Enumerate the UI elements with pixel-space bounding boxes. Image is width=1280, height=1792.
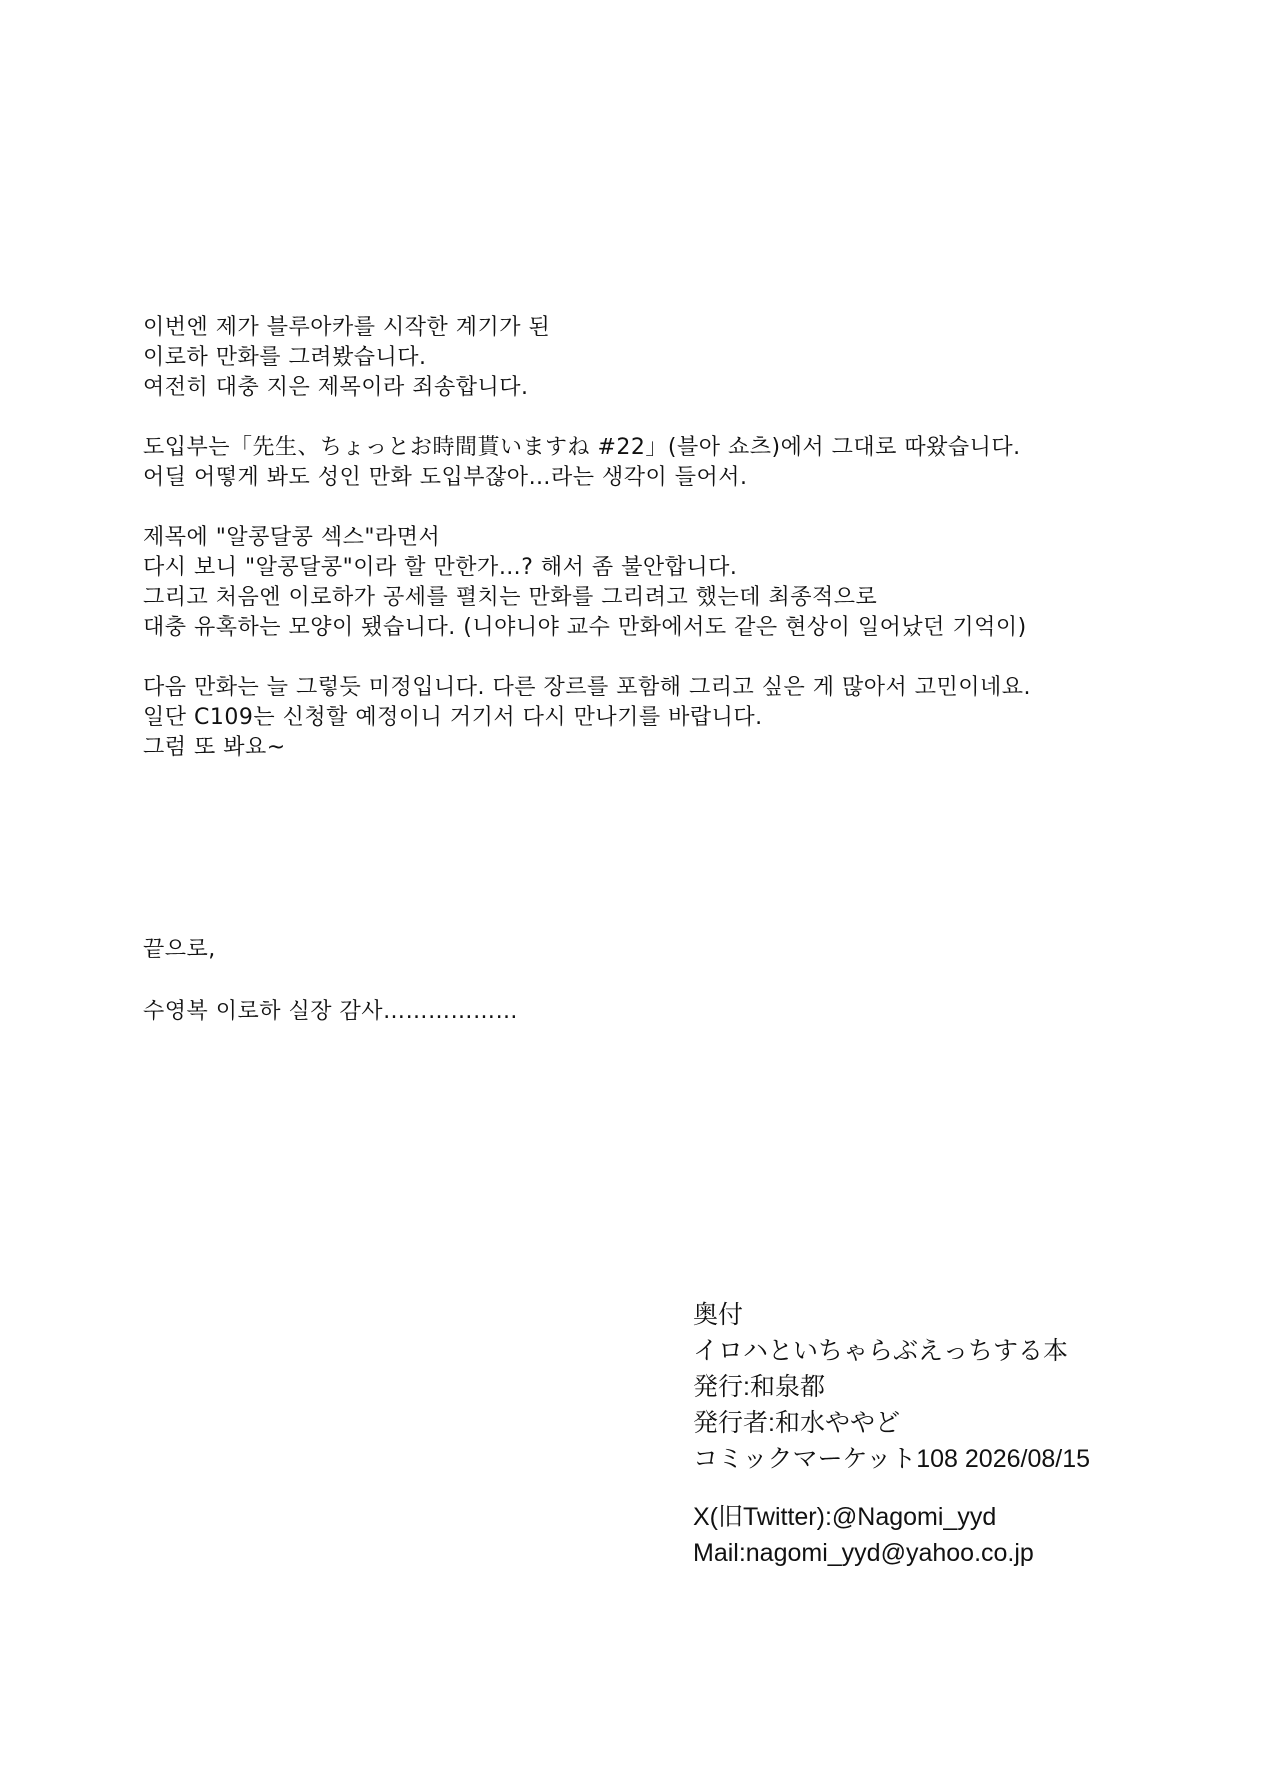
closing-text	[143, 935, 518, 1027]
afterword-line: 그럼 또 봐요~	[143, 735, 286, 760]
afterword-line: 도입부는「先生、ちょっとお時間貰いますね #22」(블아 쇼츠)에서 그대로 따왔습니다.	[143, 435, 1021, 460]
afterword-line: 이번엔 제가 블루아카를 시작한 계기가 된	[143, 315, 551, 340]
colophon-mail: Mail:nagomi_yyd@yahoo.co.jp	[693, 1539, 1034, 1567]
colophon-event: コミックマーケット108 2026/08/15	[693, 1445, 1091, 1473]
paragraph-gap	[143, 493, 1143, 523]
afterword-text	[143, 313, 1143, 763]
afterword-line: 제목에 "알콩달콩 섹스"라면서	[143, 525, 441, 550]
colophon-title: イロハといちゃらぶえっちする本	[693, 1337, 1069, 1365]
paragraph-gap	[143, 965, 518, 997]
afterword-line: 다음 만화는 늘 그렇듯 미정입니다. 다른 장르를 포함해 그리고 싶은 게 많아서 고민이네요.	[143, 675, 1031, 700]
closing-thanks: 수영복 이로하 실장 감사………………	[143, 999, 519, 1024]
colophon-gap	[693, 1477, 1090, 1499]
colophon-author: 発行者:和水ややど	[693, 1409, 900, 1437]
colophon	[693, 1297, 1090, 1571]
paragraph-gap	[143, 643, 1143, 673]
paragraph-gap	[143, 403, 1143, 433]
colophon-twitter: X(旧Twitter):@Nagomi_yyd	[693, 1503, 997, 1531]
colophon-heading: 奥付	[693, 1301, 744, 1329]
afterword-line: 일단 C109는 신청할 예정이니 거기서 다시 만나기를 바랍니다.	[143, 705, 763, 730]
afterword-line: 어딜 어떻게 봐도 성인 만화 도입부잖아…라는 생각이 들어서.	[143, 465, 748, 490]
afterword-line: 다시 보니 "알콩달콩"이라 할 만한가…? 해서 좀 불안합니다.	[143, 555, 738, 580]
afterword-line: 그리고 처음엔 이로하가 공세를 펼치는 만화를 그리려고 했는데 최종적으로	[143, 585, 878, 610]
afterword-line: 여전히 대충 지은 제목이라 죄송합니다.	[143, 375, 529, 400]
closing-intro: 끝으로,	[143, 937, 216, 962]
afterword-line: 대충 유혹하는 모양이 됐습니다. (니야니야 교수 만화에서도 같은 현상이 일어났던 기억이)	[143, 615, 1027, 640]
colophon-publisher: 発行:和泉都	[693, 1373, 825, 1401]
afterword-line: 이로하 만화를 그려봤습니다.	[143, 345, 427, 370]
